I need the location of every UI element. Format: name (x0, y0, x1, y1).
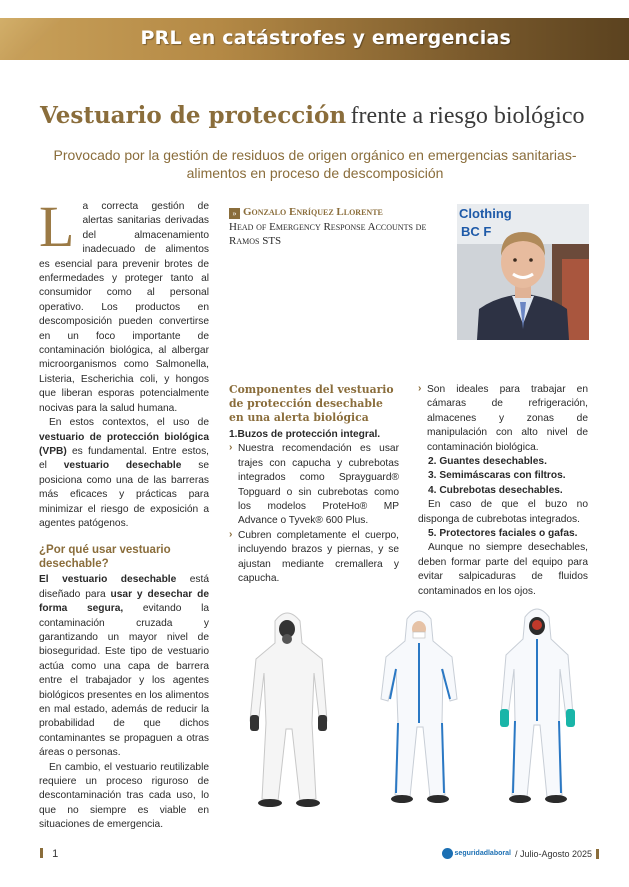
paragraph-reutilizable: En cambio, el vestuario reutilizable requiere un proceso riguroso de descontaminación tras cada uso, lo que no siempre es viable en situaciones de emergencia. (39, 761, 209, 831)
protective-suits-image (230, 603, 600, 821)
logo-text: seguridadlaboral (454, 850, 511, 857)
paragraph-protectores: Aunque no siempre desechables, deben formar parte del equipo para evitar salpicaduras de fluidos contaminados en los ojos. (418, 542, 588, 597)
paragraph-desechable (39, 573, 209, 760)
list-item-4: 4. Cubrebotas desechables. (428, 484, 563, 496)
text-run: se posiciona como una de las barreras más eficaces y prácticas para minimizar el riesgo de exposición a agentes patógenos. (39, 460, 210, 529)
text-run-bold: vestuario desechable (63, 460, 182, 472)
paragraph-vpb (39, 416, 209, 531)
page-number (40, 848, 58, 860)
footer-issue (442, 848, 599, 859)
article-title (40, 102, 600, 130)
bullet-item: › Nuestra recomendación es usar trajes con capucha y cubrebotas integrados como Sprayguard® Topguard o sin cubrebotas como los modelos ProteHo® MP Advance o Tyvek® 600 Plus. (229, 442, 399, 528)
photo-sign-text: BC F (461, 224, 492, 239)
section-banner (0, 18, 629, 60)
text-run-bold: usar y desechar de forma segura, (39, 588, 209, 615)
column-2 (229, 383, 399, 586)
author-role: Head of Emergency Response Accounts de Ramos STS (229, 221, 427, 247)
article-title-rest: frente a riesgo biológico (350, 103, 585, 129)
magazine-logo (442, 848, 511, 859)
suit-figure (250, 613, 327, 807)
suit-figure (381, 611, 457, 803)
column-1 (39, 194, 210, 833)
footer-bar-icon (40, 848, 43, 858)
text-run-bold: El vestuario desechable (39, 574, 177, 586)
issue-text: / Julio-Agosto 2025 (514, 848, 592, 859)
text-run: evitando la contaminación cruzada y garantizando un mayor nivel de bioseguridad. Este tipo de vestuario actúa como una capa de barrera entre el trabajador y los agentes biológicos presentes en los alimentos en mal estado, además de reducir la probabilidad de que dichos contaminantes se propaguen a otras áreas o personas. (39, 603, 210, 759)
intro-paragraph: a correcta gestión de alertas sanitarias derivadas del almacenamiento inadecuado de alimentos es esencial para prevenir brotes de enfermedades y proteger tanto al consumidor como al personal operativo. Los productos en descomposición pueden convertirse en un foco importante de contaminación biológica, al albergar microorganismos como Salmonella, Listeria, Escherichia coli, y hongos que liberan esporas potencialmente nocivas para la salud humana. (39, 201, 209, 414)
article-title-bold: Vestuario de protección (40, 102, 347, 129)
list-item-1: 1.Buzos de protección integral. (229, 429, 381, 440)
paragraph-cubrebotas: En caso de que el buzo no disponga de cubrebotas integrados. (418, 499, 588, 525)
components-heading: Componentes del vestuario de protección desechable en una alerta biológica (229, 383, 394, 424)
page-number-text: 1 (52, 848, 59, 860)
author-photo (457, 204, 589, 340)
section-title: PRL en catástrofes y emergencias (140, 27, 511, 49)
text-run: es fundamental. Entre estos, el (39, 445, 209, 472)
article-subtitle: Provocado por la gestión de residuos de origen orgánico en emergencias sanitarias-alimentos en proceso de descomposición (53, 147, 577, 181)
logo-icon (442, 848, 453, 859)
column-3 (418, 383, 588, 599)
drop-cap: L (39, 194, 75, 259)
photo-sign-text: Clothing (459, 206, 512, 221)
text-run-bold: vestuario de protección biológica (VPB) (39, 431, 209, 457)
byline-arrow-icon: » (229, 208, 240, 219)
author-name: Gonzalo Enríquez Llorente (243, 206, 383, 218)
list-item-2: 2. Guantes desechables. (428, 456, 547, 468)
text-run: En estos contextos, el uso de (49, 417, 209, 429)
text-run: está diseñado para (39, 574, 209, 600)
bullet-item: › Cubren completamente el cuerpo, incluyendo brazos y piernas, y se ajustan mediante cremallera y capucha. (229, 529, 399, 587)
list-item-3: 3. Semimáscaras con filtros. (428, 470, 566, 482)
banner-decoration (0, 18, 60, 60)
bullet-item: › Son ideales para trabajar en cámaras de refrigeración, almacenes y zonas de manipulación con alto nivel de contaminación biológica. (418, 383, 588, 455)
list-item-5: 5. Protectores faciales o gafas. (428, 528, 578, 540)
suit-figure (500, 609, 575, 803)
author-byline (229, 205, 439, 248)
footer-bar-icon (596, 849, 599, 859)
section-heading: ¿Por qué usar vestuario desechable? (39, 544, 171, 571)
